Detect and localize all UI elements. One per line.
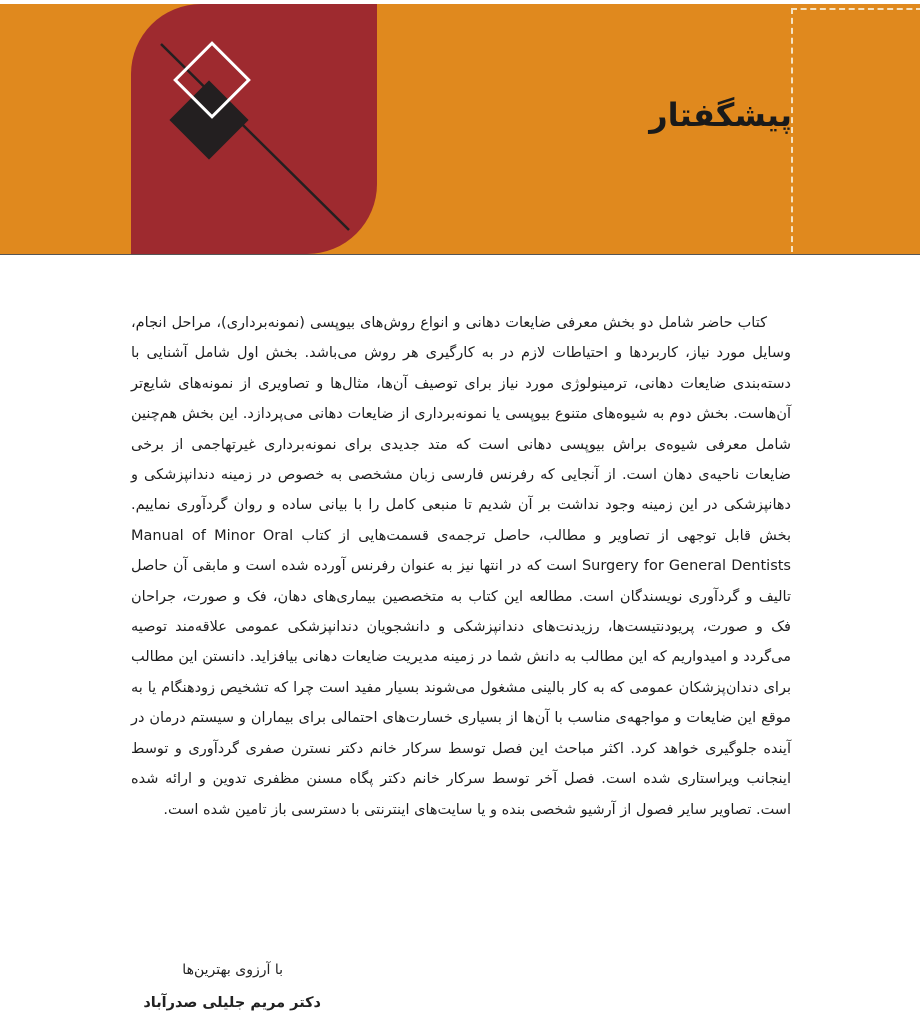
author-name: دکتر مریم جلیلی صدرآباد — [143, 995, 321, 1011]
dashed-frame — [791, 8, 920, 252]
page-title: پیشگفتار — [649, 96, 792, 134]
diamond-line-icon — [131, 4, 377, 254]
closing-wish: با آرزوی بهترین‌ها — [182, 962, 283, 978]
preface-paragraph: کتاب حاضر شامل دو بخش معرفی ضایعات دهانی و انواع روش‌های بیوپسی (نمونه‌برداری)، مراحل انجام، وسایل مورد نیاز، کاربردها و احتیاطات لازم در به کارگیری هر روش می‌باشد. بخش اول شامل آشنایی با دسته‌بندی ضایعات دهانی، ترمینولوژی مورد نیاز برای توصیف آن‌ها، مثال‌ها و تصاویری از نمونه‌های شایع‌تر آن‌هاست. بخش دوم به شیوه‌های متنوع بیوپسی یا نمونه‌برداری از ضایعات دهانی می‌پردازد. این بخش هم‌چنین شامل معرفی شیوه‌ی براش بیوپسی دهانی است که متد جدیدی برای نمونه‌برداری غیرتهاجمی از برخی ضایعات ناحیه‌ی دهان است. از آنجایی که رفرنس فارسی زبان مشخصی به خصوص در زمینه دندانپزشکی و دهانپزشکی در این زمینه وجود نداشت بر آن شدیم تا منبعی کامل را با بیانی ساده و روان گردآوری نماییم. بخش قابل توجهی از تصاویر و مطالب، حاصل ترجمه‌ی قسمت‌هایی از کتاب Manual of Minor Oral Surgery for General Dentists است که در انتها نیز به عنوان رفرنس آورده شده است و مابقی آن حاصل تالیف و گردآوری نویسندگان است. مطالعه این کتاب به متخصصین بیماری‌های دهان، فک و صورت، جراحان فک و صورت، پریودنتیست‌ها، رزیدنت‌های دندانپزشکی و دانشجویان دندانپزشکی عمومی علاقه‌مند توصیه می‌گردد و امیدواریم که این مطالب به دانش شما در زمینه مدیریت ضایعات دهانی بیافزاید. دانستن این مطالب برای دندان‌پزشکان عمومی که به کار بالینی مشغول می‌شوند بسیار مفید است چرا که تشخیص زودهنگام یا به موقع این ضایعات و مواجهه‌ی مناسب با آن‌ها از بسیاری خسارت‌های احتمالی برای بیماران و سیستم درمان در آینده جلوگیری خواهد کرد. اکثر مباحث این فصل توسط سرکار خانم دکتر نسترن صفری گردآوری و توسط اینجانب ویراستاری شده است. فصل آخر توسط سرکار خانم دکتر پگاه مسنن مظفری تدوین و ارائه شده است. تصاویر سایر فصول از آرشیو شخصی بنده و یا سایت‌های اینترنتی با دسترسی باز تامین شده است. — [131, 315, 792, 818]
decorative-panel — [131, 4, 377, 254]
signature-block — [131, 956, 321, 1018]
